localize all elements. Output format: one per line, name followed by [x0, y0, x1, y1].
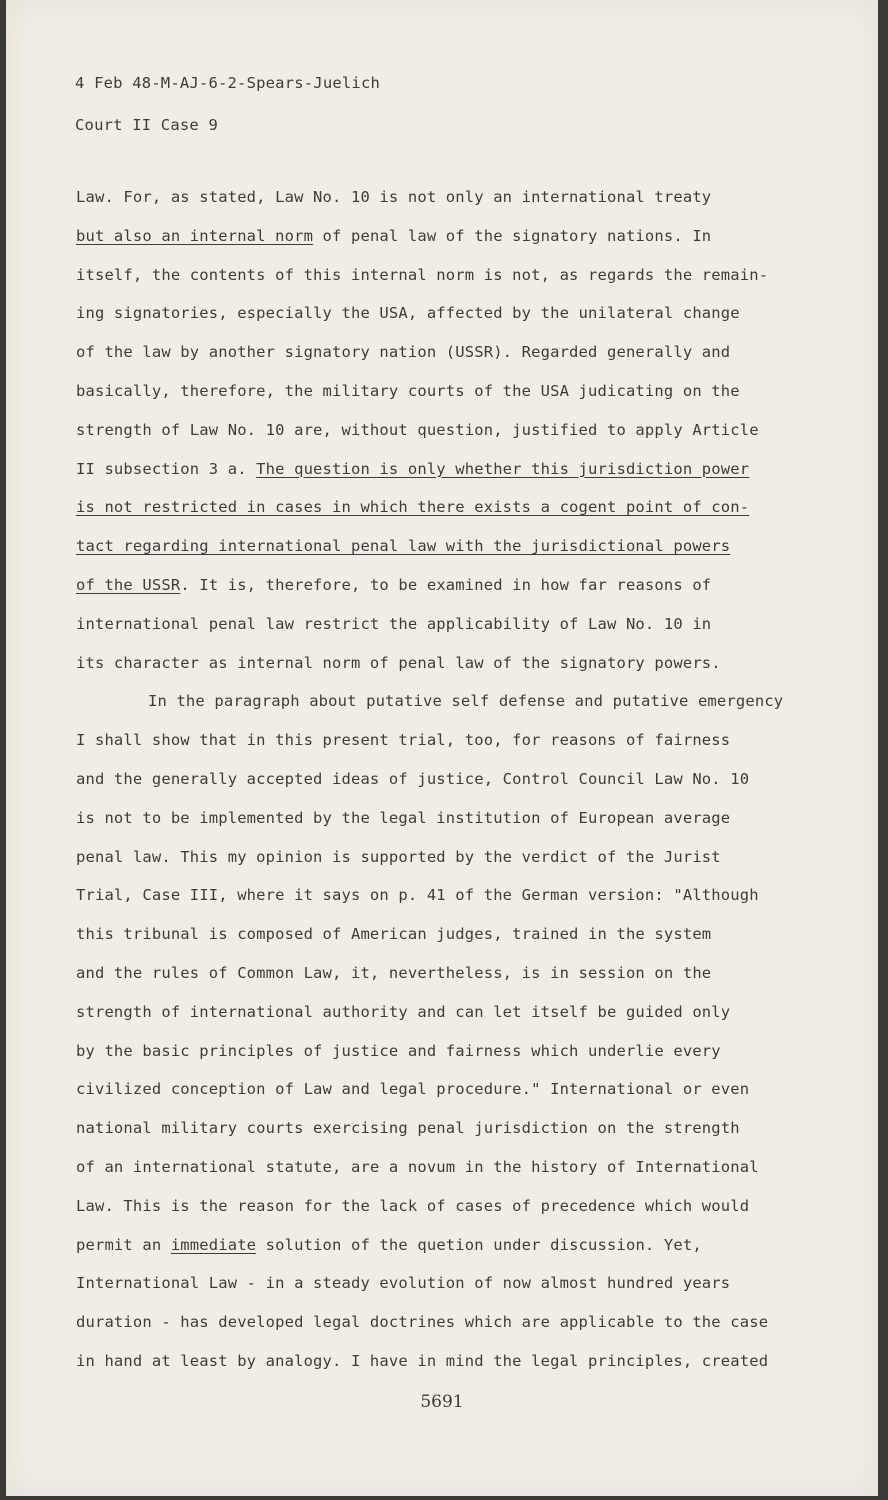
text-line — [76, 1032, 816, 1071]
text-segment: . It is, therefore, to be examined in how far reasons of — [180, 575, 712, 594]
text-line — [76, 1342, 816, 1381]
text-line — [76, 372, 816, 411]
text-segment: by the basic principles of justice and fairness which underlie every — [76, 1041, 721, 1060]
text-segment: strength of international authority and can let itself be guided only — [76, 1002, 731, 1021]
text-line — [76, 1148, 816, 1187]
text-segment: I shall show that in this present trial, too, for reasons of fairness — [76, 731, 731, 750]
text-line — [76, 333, 816, 372]
text-segment: in hand at least by analogy. I have in mind the legal principles, created — [76, 1351, 769, 1370]
text-segment: In the paragraph about putative self defense and putative emergency — [148, 692, 784, 711]
text-line — [76, 838, 816, 877]
text-line — [76, 682, 816, 721]
text-line — [76, 256, 816, 295]
text-line — [76, 954, 816, 993]
text-segment: penal law. This my opinion is supported by the verdict of the Jurist — [76, 847, 721, 866]
text-line — [76, 566, 816, 605]
text-line — [76, 605, 816, 644]
text-line — [76, 721, 816, 760]
underlined-text: of the USSR — [76, 575, 181, 594]
underlined-text: but also an internal norm — [76, 226, 314, 245]
text-segment: itself, the contents of this internal norm is not, as regards the remain- — [76, 265, 769, 284]
text-line — [76, 1303, 816, 1342]
text-segment: International Law - in a steady evolution of now almost hundred years — [76, 1274, 731, 1293]
page-number: 5691 — [420, 1392, 464, 1412]
text-line — [76, 527, 816, 566]
text-line — [76, 1264, 816, 1303]
text-segment: Trial, Case III, where it says on p. 41 of the German version: "Although — [76, 886, 759, 905]
text-line — [76, 1070, 816, 1109]
text-line — [76, 993, 816, 1032]
text-line — [76, 1109, 816, 1148]
text-line — [76, 876, 816, 915]
body-text — [76, 178, 816, 1381]
text-segment: of an international statute, are a novum in the history of International — [76, 1157, 759, 1176]
underlined-text: tact regarding international penal law with the jurisdictional powers — [76, 537, 731, 556]
text-segment: of the law by another signatory nation (USSR). Regarded generally and — [76, 343, 731, 362]
text-segment: basically, therefore, the military courts of the USA judicating on the — [76, 381, 740, 400]
text-segment: solution of the quetion under discussion. Yet, — [256, 1235, 702, 1254]
text-line — [76, 294, 816, 333]
underlined-text: is not restricted in cases in which there exists a cogent point of con- — [76, 498, 750, 517]
text-segment: and the rules of Common Law, it, nevertheless, is in session on the — [76, 963, 712, 982]
text-line — [76, 217, 816, 256]
text-line — [76, 178, 816, 217]
text-segment: of penal law of the signatory nations. In — [313, 226, 712, 245]
text-segment: Law. For, as stated, Law No. 10 is not only an international treaty — [76, 188, 712, 206]
text-segment: its character as internal norm of penal law of the signatory powers. — [76, 653, 721, 672]
text-line — [76, 1226, 816, 1265]
text-segment: duration - has developed legal doctrines which are applicable to the case — [76, 1313, 769, 1332]
text-segment: national military courts exercising penal jurisdiction on the strength — [76, 1119, 740, 1138]
underlined-text: immediate — [170, 1235, 257, 1254]
text-line — [76, 488, 816, 527]
text-line — [76, 644, 816, 683]
text-segment: strength of Law No. 10 are, without question, justified to apply Article — [76, 420, 759, 439]
text-line — [76, 1187, 816, 1226]
text-line — [76, 411, 816, 450]
text-segment: and the generally accepted ideas of justice, Control Council Law No. 10 — [76, 769, 750, 788]
court-case-label: Court II Case 9 — [75, 116, 218, 134]
text-segment: is not to be implemented by the legal institution of European average — [76, 808, 731, 827]
text-segment: II subsection 3 a. — [76, 459, 257, 478]
underlined-text: The question is only whether this jurisdiction power — [256, 459, 750, 478]
document-reference: 4 Feb 48-M-AJ-6-2-Spears-Juelich — [75, 74, 381, 92]
text-segment: ing signatories, especially the USA, affected by the unilateral change — [76, 304, 740, 323]
text-line — [76, 915, 816, 954]
text-line — [76, 760, 816, 799]
text-segment: civilized conception of Law and legal procedure." International or even — [76, 1080, 750, 1099]
text-segment: international penal law restrict the applicability of Law No. 10 in — [76, 614, 712, 633]
text-segment: Law. This is the reason for the lack of cases of precedence which would — [76, 1196, 750, 1215]
document-page — [6, 0, 878, 1496]
text-line — [76, 799, 816, 838]
text-line — [76, 450, 816, 489]
text-segment: this tribunal is composed of American judges, trained in the system — [76, 925, 712, 944]
text-segment: permit an — [76, 1235, 171, 1254]
